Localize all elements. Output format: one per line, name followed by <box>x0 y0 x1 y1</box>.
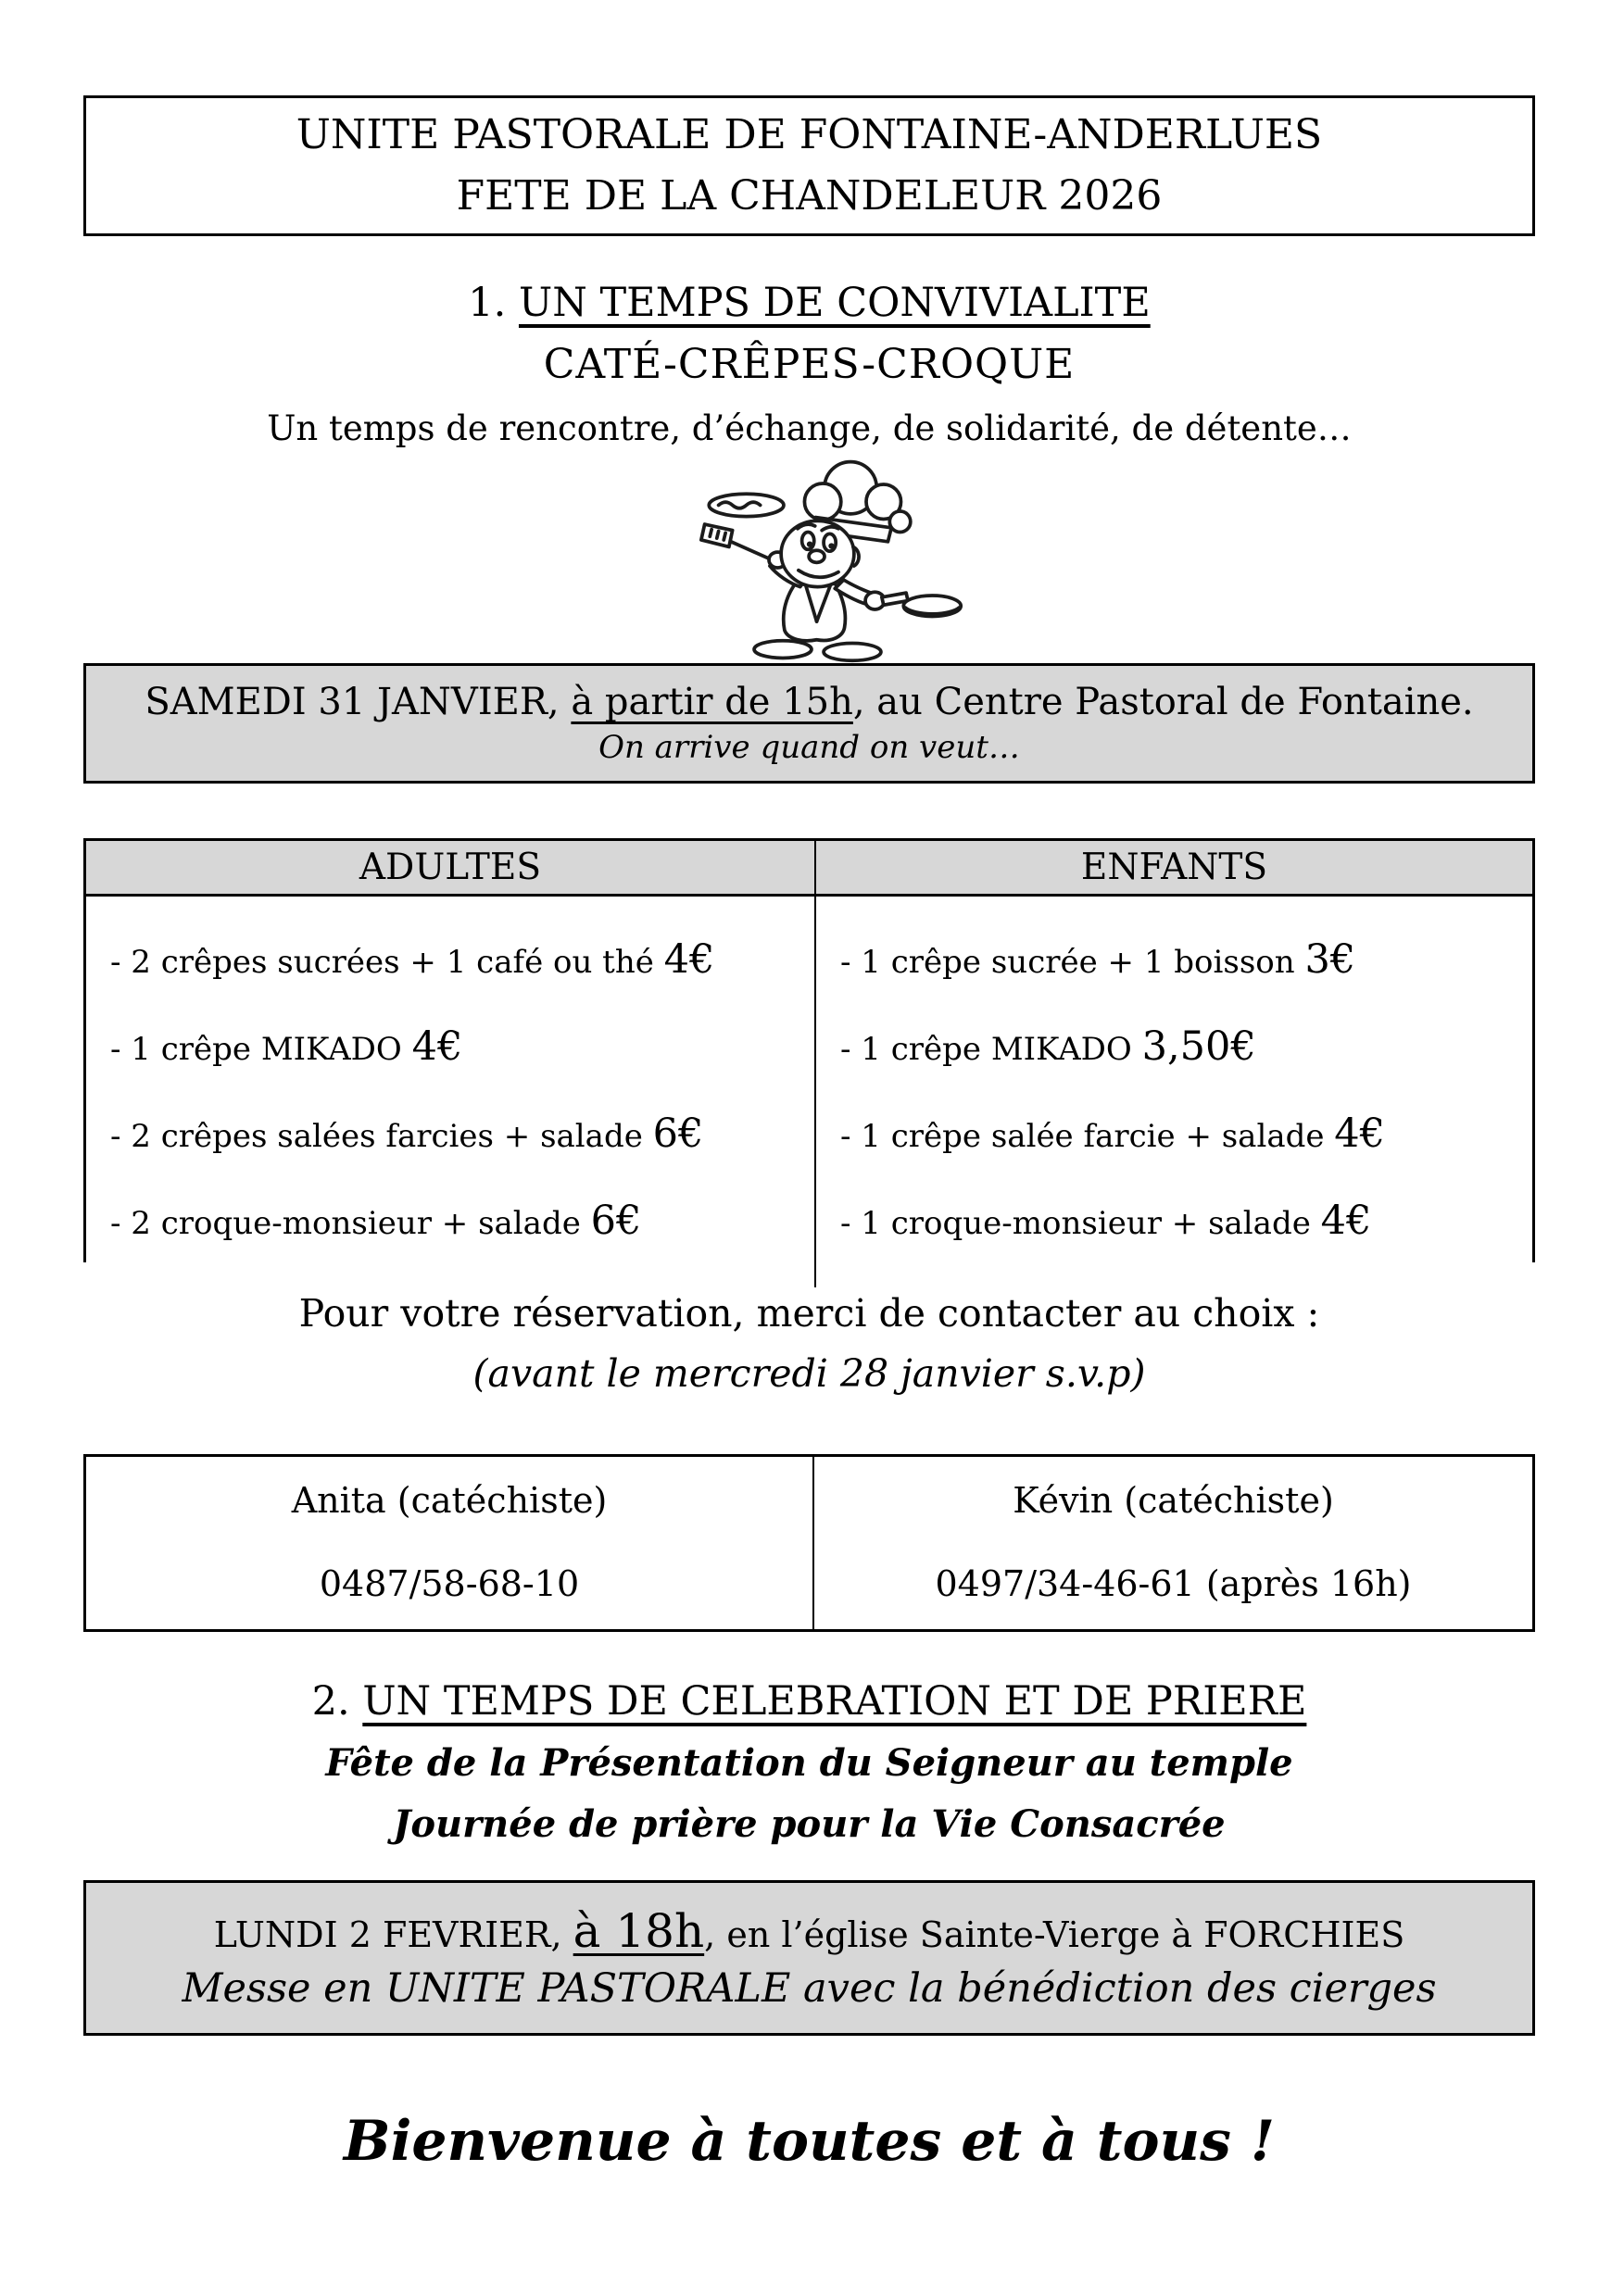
price-item <box>840 936 1523 984</box>
event1-banner-line1 <box>145 681 1474 723</box>
price-item-label: - 1 crêpe sucrée + 1 boisson <box>840 944 1305 981</box>
price-table <box>83 838 1535 1262</box>
price-item <box>840 1200 1523 1245</box>
price-item-label: - 1 crêpe MIKADO <box>110 1031 412 1068</box>
price-item-value: 3,50€ <box>1141 1023 1256 1070</box>
price-item <box>110 936 805 984</box>
price-column-adultes <box>86 897 816 1287</box>
title-box <box>83 95 1535 236</box>
event2-place: , en l’église Sainte-Vierge à FORCHIES <box>704 1913 1405 1955</box>
contact-table <box>83 1454 1535 1632</box>
price-column-enfants <box>816 897 1532 1287</box>
price-table-header-enfants: ENFANTS <box>816 841 1532 897</box>
section2-subtitle-1: Fête de la Présentation du Seigneur au temple <box>325 1741 1293 1785</box>
reservation-deadline: (avant le mercredi 28 janvier s.v.p) <box>472 1351 1146 1396</box>
price-item-label: - 1 croque-monsieur + salade <box>840 1205 1321 1242</box>
price-item <box>110 1023 805 1071</box>
price-item-value: 6€ <box>590 1198 642 1244</box>
price-item <box>110 1110 805 1158</box>
price-item <box>840 1023 1523 1071</box>
price-item-value: 4€ <box>1334 1110 1386 1157</box>
price-item <box>110 1200 805 1245</box>
section2-number: 2. <box>311 1678 363 1725</box>
price-item-value: 4€ <box>1320 1198 1372 1244</box>
section1-heading-text: UN TEMPS DE CONVIVIALITE <box>518 280 1151 326</box>
section1-heading <box>83 280 1535 326</box>
chef-crepe-svg <box>686 451 963 669</box>
price-item-label: - 2 crêpes salées farcies + salade <box>110 1118 653 1155</box>
price-item-value: 6€ <box>652 1110 704 1157</box>
event2-banner-line1 <box>213 1903 1405 1958</box>
section2-heading <box>83 1678 1535 1725</box>
title-line-1: UNITE PASTORALE DE FONTAINE-ANDERLUES <box>296 111 1323 158</box>
section2-heading-text: UN TEMPS DE CELEBRATION ET DE PRIERE <box>362 1678 1307 1725</box>
contact-name: Kévin (catéchiste) <box>1013 1480 1334 1521</box>
event2-time: à 18h <box>573 1903 705 1958</box>
price-item-value: 4€ <box>663 936 715 983</box>
title-line-2: FETE DE LA CHANDELEUR 2026 <box>456 172 1163 220</box>
event2-banner-line2: Messe en UNITE PASTORALE avec la bénédiction des cierges <box>182 1964 1437 2012</box>
price-item <box>840 1110 1523 1158</box>
contact-phone: 0487/58-68-10 <box>319 1563 580 1604</box>
contact-kevin <box>814 1457 1532 1629</box>
event2-banner <box>83 1880 1535 2036</box>
price-item-label: - 2 croque-monsieur + salade <box>110 1205 591 1242</box>
event1-place: , au Centre Pastoral de Fontaine. <box>852 681 1474 723</box>
contact-name: Anita (catéchiste) <box>291 1480 608 1521</box>
section2-subtitle-2: Journée de prière pour la Vie Consacrée <box>393 1802 1226 1846</box>
price-item-label: - 1 crêpe salée farcie + salade <box>840 1118 1335 1155</box>
event2-date: LUNDI 2 FEVRIER, <box>213 1913 573 1955</box>
reservation-instruction: Pour votre réservation, merci de contacter au choix : <box>298 1291 1320 1336</box>
event1-banner-note: On arrive quand on veut… <box>598 729 1020 766</box>
price-item-value: 3€ <box>1304 936 1356 983</box>
contact-anita <box>86 1457 814 1629</box>
welcome-message: Bienvenue à toutes et à tous ! <box>343 2109 1276 2174</box>
section1-number: 1. <box>468 280 519 326</box>
price-item-label: - 1 crêpe MIKADO <box>840 1031 1142 1068</box>
section1-subheading: CATÉ-CRÊPES-CROQUE <box>543 341 1076 388</box>
event1-date: SAMEDI 31 JANVIER, <box>145 681 572 723</box>
price-item-label: - 2 crêpes sucrées + 1 café ou thé <box>110 944 664 981</box>
chef-crepe-illustration <box>686 451 963 669</box>
section1-tagline: Un temps de rencontre, d’échange, de solidarité, de détente… <box>267 408 1352 448</box>
price-table-header-adultes: ADULTES <box>86 841 816 897</box>
event1-time: à partir de 15h <box>571 681 853 723</box>
contact-phone: 0497/34-46-61 (après 16h) <box>935 1563 1412 1604</box>
price-item-value: 4€ <box>411 1023 463 1070</box>
event1-banner <box>83 663 1535 784</box>
